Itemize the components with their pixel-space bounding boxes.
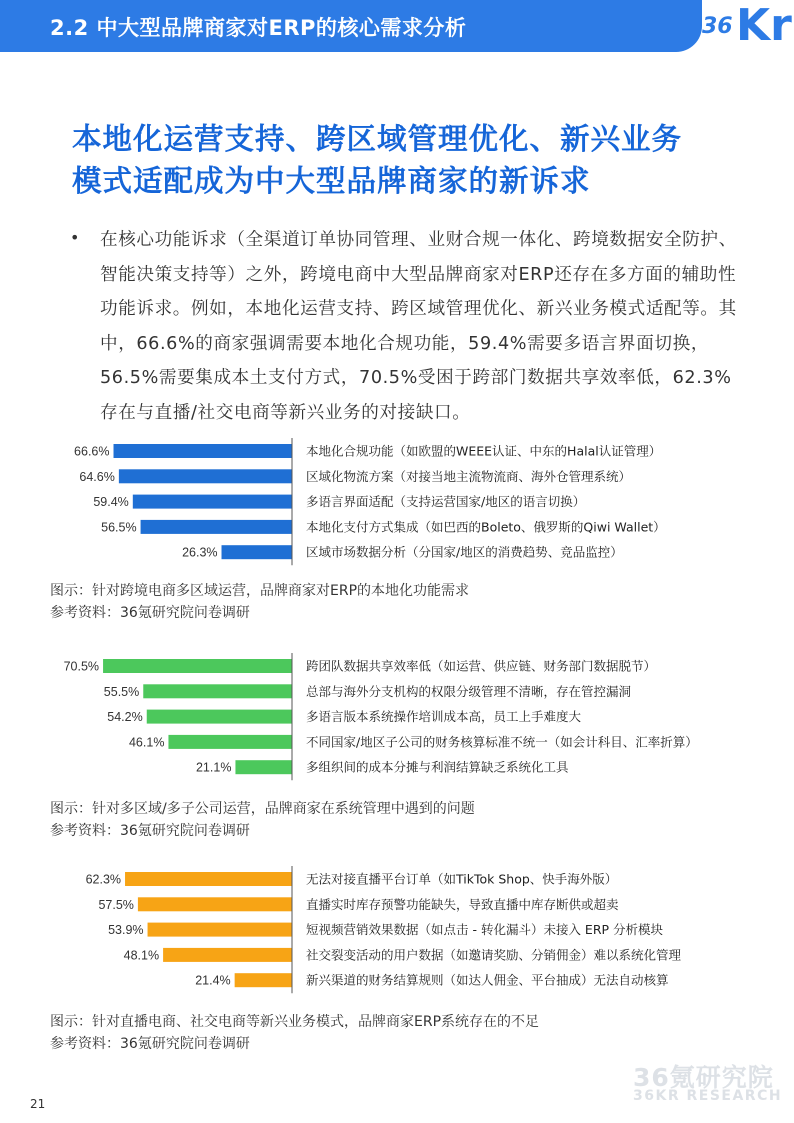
logo-36-text: 36 [702,14,733,39]
chart-1-bar-5 [222,545,292,559]
chart-2-category-label-3: 多语言版本系统操作培训成本高，员工上手难度大 [306,709,582,725]
chart-3-bar-2 [138,897,292,911]
chart-1-value-label-3: 59.4% [93,495,129,510]
chart-2-category-label-2: 总部与海外分支机构的权限分级管理不清晰，存在管控漏洞 [306,683,632,699]
section-title: 2.2 中大型品牌商家对ERP的核心需求分析 [50,16,467,40]
chart-2-bar-1 [103,659,292,673]
chart-1-category-label-1: 本地化合规功能（如欧盟的WEEE认证、中东的Halal认证管理） [306,443,662,459]
chart-1-value-label-4: 56.5% [101,520,137,535]
chart-1-category-label-3: 多语言界面适配（支持运营国家/地区的语言切换） [306,494,586,510]
chart-3-value-label-1: 62.3% [85,872,122,887]
chart-3-value-label-3: 53.9% [108,923,144,938]
header-bar [0,0,702,52]
chart-1-bar-2 [119,469,292,483]
chart-2-value-label-1: 70.5% [63,659,100,674]
localization-needs-chart [40,438,760,568]
headline-line-2: 模式适配成为中大型品牌商家的新诉求 [72,164,591,198]
chart-3-title: 图示：针对直播电商、社交电商等新兴业务模式，品牌商家ERP系统存在的不足 [50,1014,540,1030]
chart-1-title: 图示：针对跨境电商多区域运营，品牌商家对ERP的本地化功能需求 [50,583,470,599]
chart-2-title: 图示：针对多区域/多子公司运营，品牌商家在系统管理中遇到的问题 [50,801,475,817]
brand-logo [700,2,794,54]
body-paragraph: 在核心功能诉求（全渠道订单协同管理、业财合规一体化、跨境数据安全防护、智能决策支持等）之外，跨境电商中大型品牌商家对ERP还存在多方面的辅助性功能诉求。例如，本地化运营支持、跨区域管理优化、新兴业务模式适配等。其中，66.6%的商家强调需要本地化合规功能，59.4%需要多语言界面切换，56.5%需要集成本土支付方式，70.5%受困于跨部门数据共享效率低，62.3%存在与直播/社交电商等新兴业务的对接缺口。 [100,230,737,423]
chart-2-value-label-4: 46.1% [128,735,165,750]
chart-1-category-label-2: 区域化物流方案（对接当地主流物流商、海外仓管理系统） [306,468,632,484]
chart-2-value-label-2: 55.5% [103,684,140,699]
chart-3-category-label-1: 无法对接直播平台订单（如TikTok Shop、快手海外版） [306,871,618,887]
chart-2-value-label-3: 54.2% [107,710,143,725]
chart-1-bar-3 [133,495,292,509]
chart-2-bar-5 [235,760,292,774]
bullet-icon: • [70,228,80,247]
chart-3-bar-4 [163,948,292,962]
page-number: 21 [30,1097,46,1111]
chart-3-category-label-5: 新兴渠道的财务结算规则（如达人佣金、平台抽成）无法自动核算 [306,972,669,988]
chart-1-bar-4 [141,520,292,534]
chart-1-caption [50,580,469,624]
chart-3-value-label-2: 57.5% [98,897,134,912]
emerging-business-chart-svg [40,866,760,996]
chart-2-category-label-4: 不同国家/地区子公司的财务核算标准不统一（如会计科目、汇率折算） [306,734,698,750]
chart-2-bar-4 [168,735,292,749]
chart-3-source: 参考资料：36氪研究院问卷调研 [50,1036,250,1052]
localization-needs-chart-svg [40,438,760,568]
chart-3-category-label-4: 社交裂变活动的用户数据（如邀请奖励、分销佣金）难以系统化管理 [306,947,682,963]
chart-1-bar-1 [114,444,292,458]
multi-region-management-chart-svg [40,653,760,783]
emerging-business-chart [40,866,760,996]
chart-2-bar-2 [143,684,292,698]
watermark-cn: 36氪研究院 [633,1063,774,1092]
page-headline [72,118,752,202]
logo-kr-text: Kr [736,0,792,51]
chart-3-bar-5 [235,973,292,987]
multi-region-management-chart [40,653,760,783]
chart-3-value-label-4: 48.1% [123,948,160,963]
chart-2-source: 参考资料：36氪研究院问卷调研 [50,823,250,839]
chart-1-value-label-1: 66.6% [74,444,110,459]
chart-3-category-label-2: 直播实时库存预警功能缺失，导致直播中库存断供或超卖 [306,896,619,912]
chart-3-bar-1 [125,872,292,886]
chart-2-bar-3 [147,710,292,724]
chart-3-bar-3 [148,923,292,937]
chart-3-caption [50,1011,539,1055]
chart-1-value-label-5: 26.3% [182,545,218,560]
chart-3-value-label-5: 21.4% [195,973,231,988]
chart-1-value-label-2: 64.6% [79,469,115,484]
chart-2-caption [50,798,475,842]
chart-1-source: 参考资料：36氪研究院问卷调研 [50,605,250,621]
chart-2-value-label-5: 21.1% [195,760,232,775]
chart-2-category-label-1: 跨团队数据共享效率低（如运营、供应链、财务部门数据脱节） [306,658,657,674]
chart-2-category-label-5: 多组织间的成本分摊与利润结算缺乏系统化工具 [306,759,569,775]
chart-1-category-label-5: 区域市场数据分析（分国家/地区的消费趋势、竞品监控） [306,544,623,560]
watermark-en: 36KR RESEARCH [633,1088,783,1104]
chart-3-category-label-3: 短视频营销效果数据（如点击 - 转化漏斗）未接入 ERP 分析模块 [306,922,664,938]
chart-1-category-label-4: 本地化支付方式集成（如巴西的Boleto、俄罗斯的Qiwi Wallet） [306,519,666,535]
headline-line-1: 本地化运营支持、跨区域管理优化、新兴业务 [72,122,683,156]
